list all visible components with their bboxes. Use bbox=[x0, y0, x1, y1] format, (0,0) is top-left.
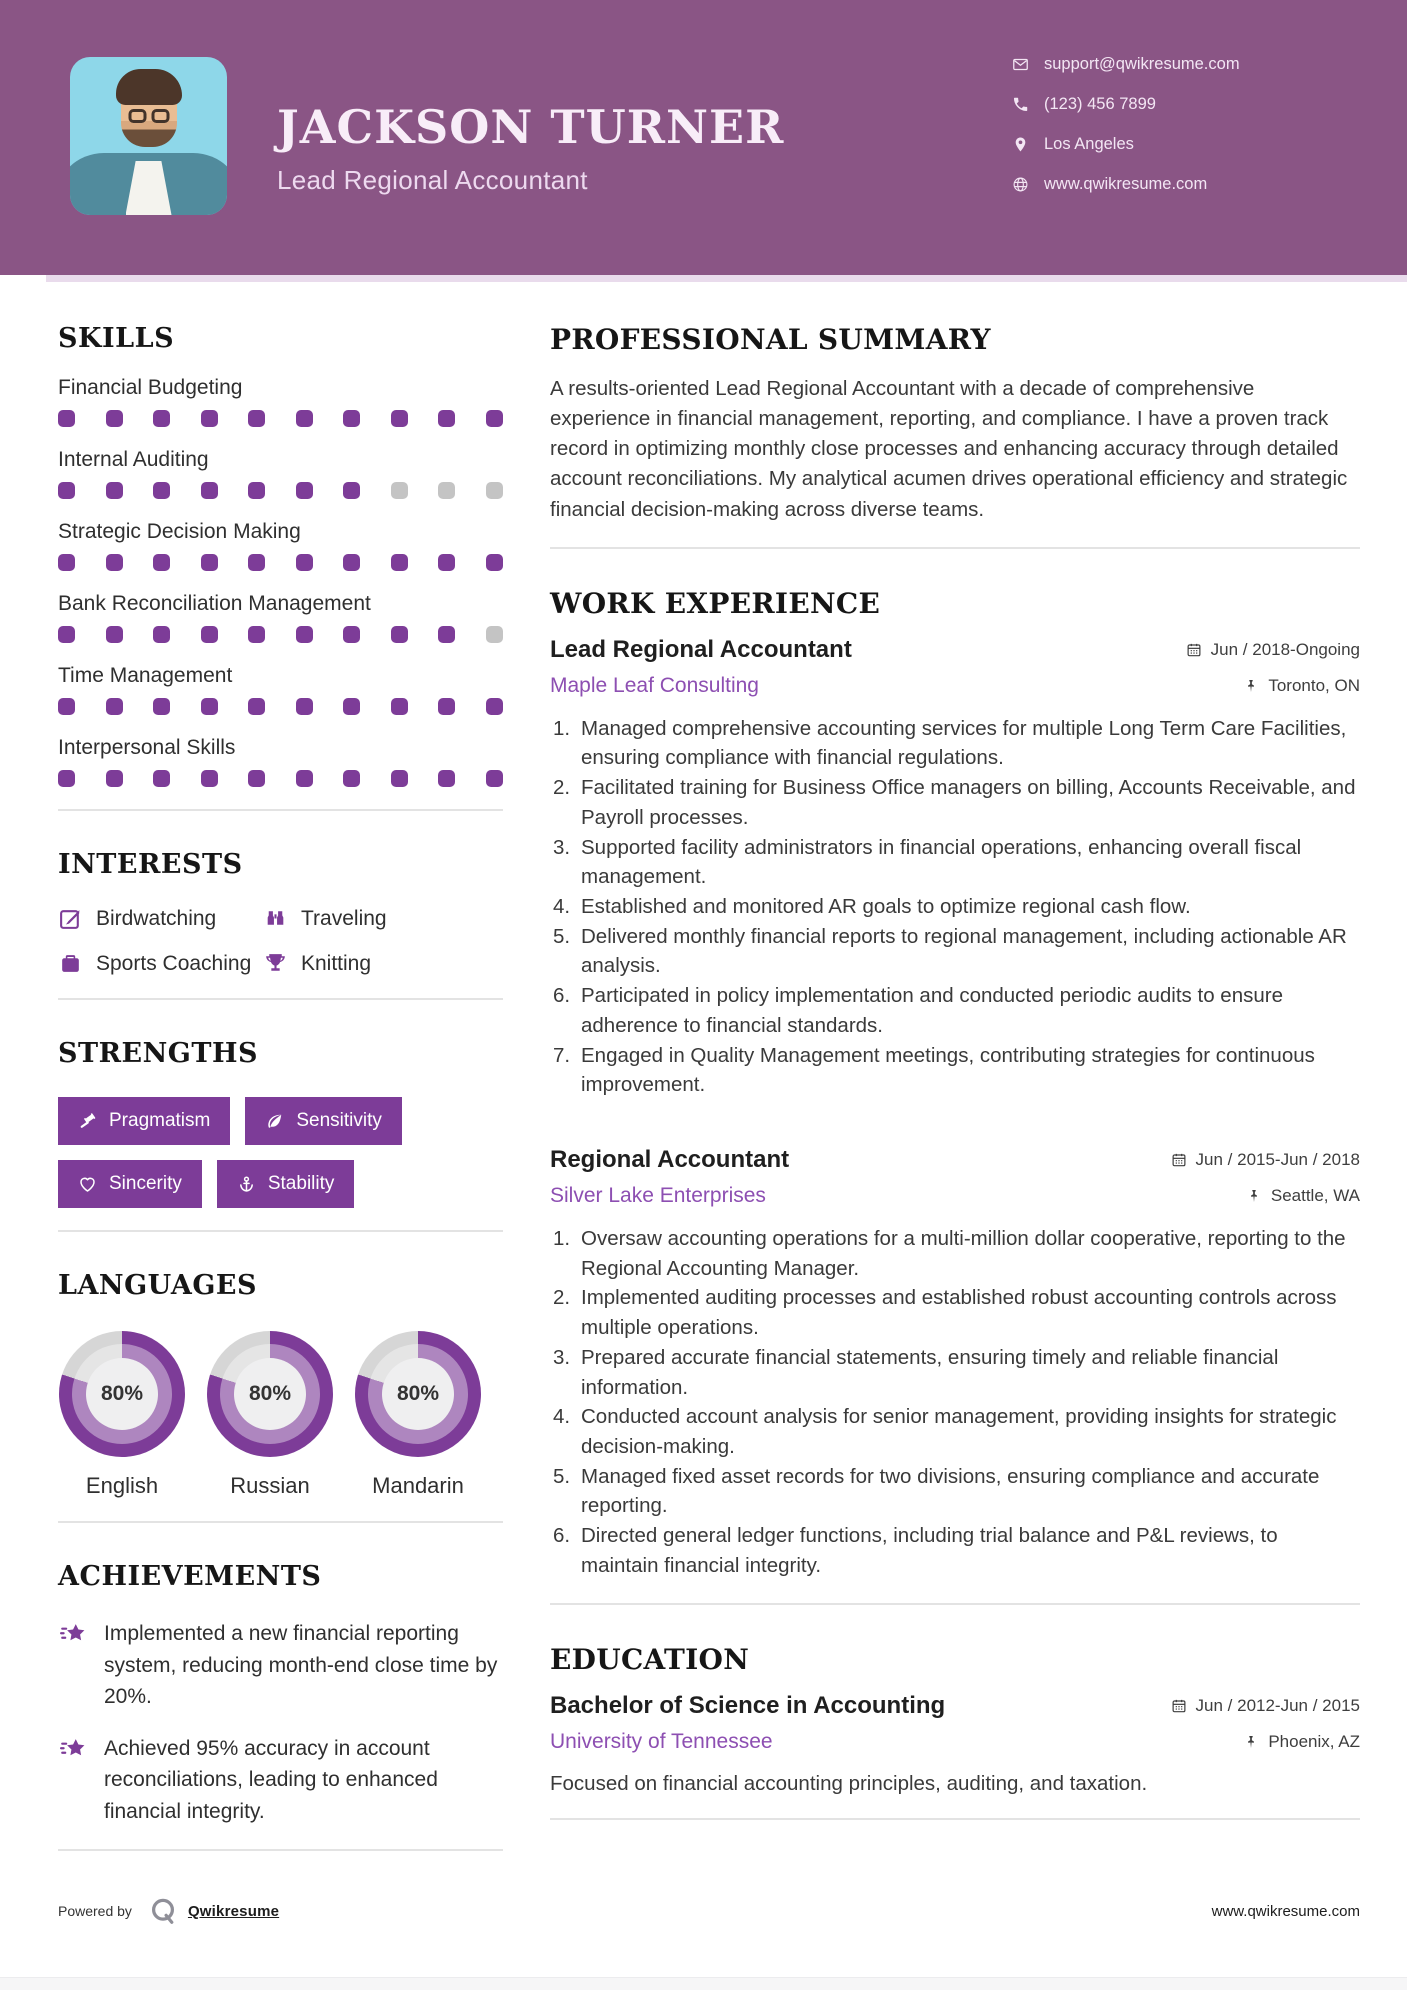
job-bullets bbox=[550, 1224, 1360, 1581]
interest-label: Sports Coaching bbox=[96, 951, 252, 975]
rating-dot-filled bbox=[248, 770, 265, 787]
rating-dot-empty bbox=[391, 482, 408, 499]
rating-dot-filled bbox=[58, 626, 75, 643]
rating-dot-filled bbox=[201, 770, 218, 787]
jobs-list bbox=[550, 636, 1360, 1581]
summary-section bbox=[550, 323, 1360, 525]
section-divider bbox=[550, 1818, 1360, 1820]
language-label: Mandarin bbox=[372, 1473, 464, 1498]
strength-badge bbox=[245, 1097, 402, 1145]
education-dates-text: Jun / 2012-Jun / 2015 bbox=[1195, 1695, 1360, 1715]
rating-dot-filled bbox=[153, 698, 170, 715]
job-bullet: Oversaw accounting operations for a multi-million dollar cooperative, reporting to the Regional Accounting Manager. bbox=[581, 1226, 1346, 1280]
rating-dot-filled bbox=[153, 410, 170, 427]
job-bullet: Directed general ledger functions, including trial balance and P&L reviews, to maintain financial integrity. bbox=[581, 1524, 1278, 1577]
experience-section bbox=[550, 587, 1360, 1581]
rating-dot-filled bbox=[153, 554, 170, 571]
skill-rating-dots bbox=[58, 482, 503, 499]
interest-item bbox=[58, 906, 263, 931]
section-divider bbox=[58, 1230, 503, 1232]
skill-item bbox=[58, 664, 503, 715]
footer bbox=[58, 1896, 1360, 1926]
rating-dot-filled bbox=[391, 554, 408, 571]
languages-title: LANGUAGES bbox=[58, 1270, 257, 1301]
interests-section bbox=[58, 849, 503, 976]
rating-dot-filled bbox=[248, 698, 265, 715]
candidate-name: JACKSON TURNER bbox=[277, 100, 785, 154]
rating-dot-filled bbox=[438, 410, 455, 427]
strength-label: Stability bbox=[267, 1173, 335, 1194]
anchor-icon bbox=[237, 1175, 256, 1194]
strength-badges bbox=[58, 1097, 478, 1208]
rating-dot-filled bbox=[296, 770, 313, 787]
job-title: Lead Regional Accountant bbox=[550, 635, 852, 663]
skill-label: Interpersonal Skills bbox=[58, 736, 236, 759]
footer-website-link[interactable]: www.qwikresume.com bbox=[1211, 1902, 1360, 1920]
job-bullet: Facilitated training for Business Office managers on billing, Accounts Receivable, and Payroll processes. bbox=[581, 776, 1356, 829]
strengths-title: STRENGTHS bbox=[58, 1038, 258, 1069]
strength-label: Pragmatism bbox=[109, 1110, 211, 1131]
job-company: Maple Leaf Consulting bbox=[550, 673, 759, 697]
rating-dot-filled bbox=[343, 482, 360, 499]
rating-dot-filled bbox=[343, 770, 360, 787]
contact-item bbox=[1012, 135, 1240, 154]
skill-label: Time Management bbox=[58, 664, 233, 687]
contact-text: www.qwikresume.com bbox=[1044, 175, 1208, 193]
rating-dot-filled bbox=[106, 554, 123, 571]
rating-dot-filled bbox=[486, 698, 503, 715]
contact-item bbox=[1012, 95, 1240, 114]
job-header bbox=[550, 636, 1360, 698]
languages-section bbox=[58, 1270, 503, 1499]
rating-dot-filled bbox=[438, 770, 455, 787]
skill-label: Strategic Decision Making bbox=[58, 520, 301, 543]
heart-icon bbox=[78, 1175, 97, 1194]
achievements-section bbox=[58, 1561, 503, 1827]
interest-label: Birdwatching bbox=[96, 906, 217, 930]
skill-label: Financial Budgeting bbox=[58, 376, 243, 399]
language-percent: 80% bbox=[248, 1382, 292, 1405]
strength-label: Sensitivity bbox=[296, 1110, 382, 1131]
education-location-text: Phoenix, AZ bbox=[1268, 1731, 1360, 1751]
education-header bbox=[550, 1692, 1360, 1754]
job-entry bbox=[550, 636, 1360, 1100]
rating-dot-filled bbox=[58, 770, 75, 787]
job-location-text: Seattle, WA bbox=[1270, 1185, 1360, 1205]
rating-dot-filled bbox=[201, 410, 218, 427]
rating-dot-filled bbox=[438, 554, 455, 571]
interest-label: Knitting bbox=[301, 951, 372, 975]
rating-dot-filled bbox=[58, 410, 75, 427]
job-header bbox=[550, 1146, 1360, 1208]
interests-title: INTERESTS bbox=[58, 849, 243, 880]
rating-dot-filled bbox=[153, 482, 170, 499]
rating-dot-filled bbox=[391, 626, 408, 643]
skill-rating-dots bbox=[58, 698, 503, 715]
job-bullet: Implemented auditing processes and established robust accounting controls across multiple operations. bbox=[581, 1286, 1337, 1340]
section-divider bbox=[58, 998, 503, 1000]
skill-label: Bank Reconciliation Management bbox=[58, 592, 371, 615]
rating-dot-filled bbox=[153, 626, 170, 643]
calendar-icon bbox=[1171, 1152, 1187, 1168]
resume-body bbox=[0, 275, 1407, 1851]
job-bullet: Conducted account analysis for senior management, providing insights for strategic decision-making. bbox=[581, 1405, 1337, 1458]
identity-block bbox=[277, 100, 784, 196]
job-bullet: Managed comprehensive accounting services for multiple Long Term Care Facilities, ensuring compliance with financial regulations. bbox=[581, 716, 1347, 770]
gavel-icon bbox=[78, 1112, 97, 1131]
job-location bbox=[1243, 676, 1360, 696]
donut-center bbox=[86, 1358, 158, 1430]
pushpin-icon bbox=[1243, 1734, 1259, 1750]
achievement-text: Achieved 95% accuracy in account reconciliations, leading to enhanced financial integrity. bbox=[104, 1736, 438, 1823]
rating-dot-filled bbox=[486, 770, 503, 787]
education-section bbox=[550, 1643, 1360, 1796]
achievements-title: ACHIEVEMENTS bbox=[58, 1561, 322, 1592]
calendar-icon bbox=[1186, 642, 1202, 658]
education-degree: Bachelor of Science in Accounting bbox=[550, 1691, 946, 1719]
achievement-text: Implemented a new financial reporting system, reducing month-end close time by 20%. bbox=[104, 1622, 498, 1708]
donut-center bbox=[382, 1358, 454, 1430]
strength-badge bbox=[217, 1160, 355, 1208]
job-entry bbox=[550, 1146, 1360, 1581]
education-title: EDUCATION bbox=[550, 1642, 750, 1676]
rating-dot-filled bbox=[296, 698, 313, 715]
language-item bbox=[206, 1331, 334, 1499]
rating-dot-empty bbox=[486, 626, 503, 643]
languages-list bbox=[58, 1331, 503, 1499]
summary-text: A results-oriented Lead Regional Accountant with a decade of comprehensive experience in financial management, reporting, and compliance. I have a proven track record in optimizing monthly close processes and enhancing accuracy through detailed account reconciliations. My analytical acumen drives operational efficiency and strategic financial decision-making across diverse teams. bbox=[550, 377, 1348, 521]
strength-label: Sincerity bbox=[109, 1173, 182, 1194]
pushpin-icon bbox=[1243, 678, 1259, 694]
calendar-icon bbox=[1171, 1698, 1187, 1714]
rating-dot-filled bbox=[106, 410, 123, 427]
skill-rating-dots bbox=[58, 770, 503, 787]
job-bullet: Supported facility administrators in financial operations, enhancing overall fiscal management. bbox=[581, 835, 1302, 889]
rating-dot-filled bbox=[106, 626, 123, 643]
rating-dot-filled bbox=[343, 410, 360, 427]
language-percent: 80% bbox=[100, 1382, 144, 1405]
job-title: Regional Accountant bbox=[550, 1145, 790, 1173]
briefcase-icon bbox=[58, 951, 83, 976]
skill-item bbox=[58, 376, 503, 427]
rating-dot-filled bbox=[438, 626, 455, 643]
photo-glasses bbox=[128, 109, 169, 123]
rating-dot-filled bbox=[343, 554, 360, 571]
skill-item bbox=[58, 520, 503, 571]
rating-dot-empty bbox=[438, 482, 455, 499]
qwikresume-link[interactable]: Qwikresume bbox=[187, 1902, 280, 1920]
section-divider bbox=[58, 1521, 503, 1523]
interests-grid bbox=[58, 906, 503, 976]
skill-item bbox=[58, 736, 503, 787]
interest-item bbox=[58, 951, 263, 976]
contact-text: (123) 456 7899 bbox=[1044, 95, 1156, 113]
pushpin-icon bbox=[1246, 1188, 1262, 1204]
pen-square-icon bbox=[58, 906, 83, 931]
location-pin-icon bbox=[1012, 136, 1029, 153]
rating-dot-filled bbox=[106, 770, 123, 787]
skills-title: SKILLS bbox=[58, 323, 175, 354]
rating-dot-filled bbox=[296, 626, 313, 643]
rating-dot-filled bbox=[106, 482, 123, 499]
rating-dot-filled bbox=[391, 410, 408, 427]
skill-rating-dots bbox=[58, 410, 503, 427]
profile-photo bbox=[70, 57, 227, 215]
rating-dot-filled bbox=[201, 554, 218, 571]
binoculars-icon bbox=[263, 906, 288, 931]
rating-dot-filled bbox=[296, 482, 313, 499]
language-label: Russian bbox=[230, 1473, 310, 1498]
language-percent: 80% bbox=[396, 1382, 440, 1405]
qwikresume-logo bbox=[148, 1896, 178, 1926]
experience-title: WORK EXPERIENCE bbox=[550, 586, 881, 620]
summary-title: PROFESSIONAL SUMMARY bbox=[550, 323, 991, 356]
education-location bbox=[1243, 1732, 1360, 1752]
job-bullet: Delivered monthly financial reports to regional management, including actionable AR analysis. bbox=[581, 924, 1347, 978]
job-bullets bbox=[550, 714, 1360, 1100]
section-divider bbox=[550, 1603, 1360, 1605]
rating-dot-filled bbox=[58, 554, 75, 571]
interest-item bbox=[263, 951, 503, 976]
job-bullet: Prepared accurate financial statements, ensuring timely and reliable financial information. bbox=[581, 1345, 1279, 1399]
section-divider bbox=[550, 547, 1360, 549]
language-donut bbox=[59, 1331, 185, 1457]
job-location-text: Toronto, ON bbox=[1268, 675, 1360, 695]
skills-section bbox=[58, 323, 503, 787]
strengths-section bbox=[58, 1038, 503, 1208]
trophy-icon bbox=[263, 951, 288, 976]
rating-dot-filled bbox=[201, 698, 218, 715]
powered-by-label: Powered by bbox=[58, 1903, 132, 1919]
language-item bbox=[354, 1331, 482, 1499]
main-column bbox=[550, 323, 1360, 1851]
sidebar bbox=[58, 323, 503, 1851]
achievement-item bbox=[58, 1733, 503, 1828]
rating-dot-filled bbox=[248, 410, 265, 427]
rating-dot-filled bbox=[201, 482, 218, 499]
rating-dot-filled bbox=[248, 482, 265, 499]
section-divider bbox=[58, 809, 503, 811]
rating-dot-filled bbox=[486, 554, 503, 571]
job-dates bbox=[1171, 1150, 1360, 1170]
language-label: English bbox=[85, 1473, 159, 1498]
job-bullet: Established and monitored AR goals to optimize regional cash flow. bbox=[581, 894, 1191, 918]
education-dates bbox=[1171, 1696, 1360, 1716]
rating-dot-empty bbox=[486, 482, 503, 499]
rating-dot-filled bbox=[106, 698, 123, 715]
globe-icon bbox=[1012, 176, 1029, 193]
job-dates-text: Jun / 2015-Jun / 2018 bbox=[1195, 1149, 1360, 1169]
job-dates-text: Jun / 2018-Ongoing bbox=[1210, 639, 1360, 659]
skills-list bbox=[58, 376, 503, 787]
contact-item[interactable] bbox=[1012, 55, 1240, 74]
job-dates bbox=[1186, 640, 1360, 660]
rating-dot-filled bbox=[153, 770, 170, 787]
contact-text: support@qwikresume.com bbox=[1044, 55, 1240, 73]
envelope-icon bbox=[1012, 56, 1029, 73]
education-school: University of Tennessee bbox=[550, 1729, 773, 1753]
rating-dot-filled bbox=[343, 698, 360, 715]
rating-dot-filled bbox=[391, 698, 408, 715]
shooting-star-icon bbox=[58, 1735, 90, 1763]
rating-dot-filled bbox=[343, 626, 360, 643]
contact-block bbox=[1012, 55, 1240, 194]
rating-dot-filled bbox=[486, 410, 503, 427]
header bbox=[0, 0, 1407, 275]
rating-dot-filled bbox=[248, 626, 265, 643]
interest-item bbox=[263, 906, 503, 931]
shooting-star-icon bbox=[58, 1620, 90, 1648]
achievements-list bbox=[58, 1618, 503, 1827]
rating-dot-filled bbox=[248, 554, 265, 571]
language-donut bbox=[207, 1331, 333, 1457]
phone-icon bbox=[1012, 96, 1029, 113]
contact-item[interactable] bbox=[1012, 175, 1240, 194]
skill-rating-dots bbox=[58, 626, 503, 643]
job-bullet: Participated in policy implementation and conducted periodic audits to ensure adherence to financial standards. bbox=[581, 984, 1283, 1037]
rating-dot-filled bbox=[438, 698, 455, 715]
skill-item bbox=[58, 592, 503, 643]
skill-label: Internal Auditing bbox=[58, 448, 209, 471]
skill-item bbox=[58, 448, 503, 499]
rating-dot-filled bbox=[296, 410, 313, 427]
language-item bbox=[58, 1331, 186, 1499]
job-bullet: Managed fixed asset records for two divisions, ensuring compliance and accurate reporting. bbox=[581, 1464, 1320, 1518]
photo-hair bbox=[116, 69, 182, 105]
job-company: Silver Lake Enterprises bbox=[550, 1183, 766, 1207]
header-accent-strip bbox=[46, 275, 1407, 282]
rating-dot-filled bbox=[58, 698, 75, 715]
language-donut bbox=[355, 1331, 481, 1457]
section-divider bbox=[58, 1849, 503, 1851]
achievement-item bbox=[58, 1618, 503, 1713]
rating-dot-filled bbox=[201, 626, 218, 643]
rating-dot-filled bbox=[58, 482, 75, 499]
contact-text: Los Angeles bbox=[1044, 135, 1134, 153]
job-bullet: Engaged in Quality Management meetings, contributing strategies for continuous improvement. bbox=[581, 1043, 1315, 1097]
job-location bbox=[1246, 1186, 1360, 1206]
donut-center bbox=[234, 1358, 306, 1430]
rating-dot-filled bbox=[391, 770, 408, 787]
interest-label: Traveling bbox=[301, 906, 387, 930]
education-description: Focused on financial accounting principles, auditing, and taxation. bbox=[550, 1771, 1148, 1795]
strength-badge bbox=[58, 1097, 230, 1145]
strength-badge bbox=[58, 1160, 202, 1208]
skill-rating-dots bbox=[58, 554, 503, 571]
candidate-title: Lead Regional Accountant bbox=[277, 165, 588, 195]
leaf-icon bbox=[265, 1112, 284, 1131]
rating-dot-filled bbox=[296, 554, 313, 571]
